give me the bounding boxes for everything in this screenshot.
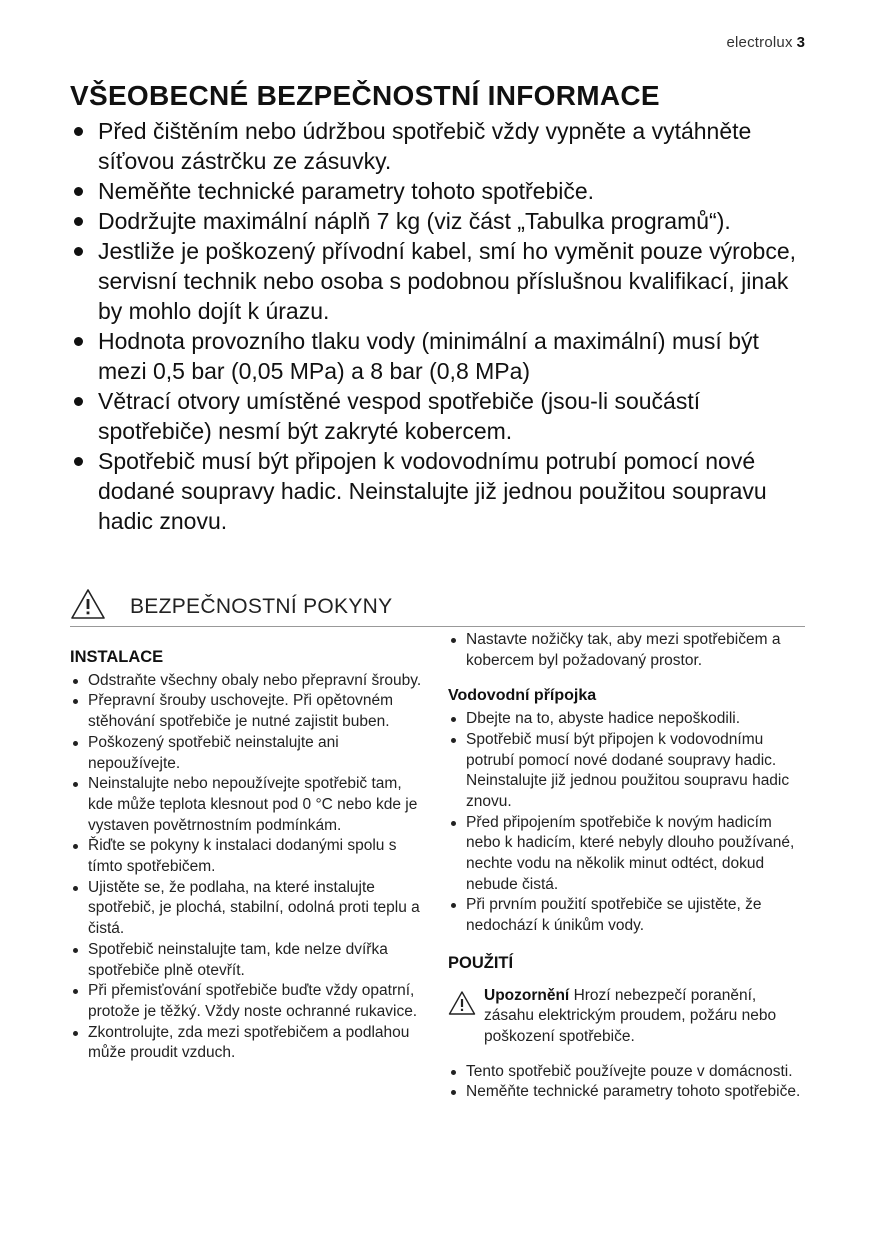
list-item: Při prvním použití spotřebiče se ujistěte, že nedochází k únikům vody. (448, 895, 810, 936)
page-header (726, 34, 805, 51)
list-item: Neinstalujte nebo nepoužívejte spotřebič tam, kde může teplota klesnout pod 0 °C nebo kde je vystaven povětrnostním podmínkám. (70, 774, 430, 836)
installation-list (70, 671, 430, 1064)
list-item: Zkontrolujte, zda mezi spotřebičem a podlahou může proudit vzduch. (70, 1023, 430, 1064)
list-item: Dodržujte maximální náplň 7 kg (viz část „Tabulka programů“). (70, 206, 810, 236)
installation-heading: INSTALACE (70, 648, 164, 666)
list-item: Tento spotřebič používejte pouze v domácnosti. (448, 1062, 810, 1083)
list-item: Neměňte technické parametry tohoto spotřebiče. (448, 1082, 810, 1103)
usage-heading: POUŽITÍ (448, 953, 514, 972)
list-item: Přepravní šrouby uschovejte. Při opětovném stěhování spotřebiče je nutné zajistit buben. (70, 691, 430, 732)
water-connection-list (448, 709, 810, 937)
page-number: 3 (796, 34, 805, 51)
right-column (448, 630, 810, 1103)
warning-label: Upozornění (484, 986, 570, 1004)
list-item: Neměňte technické parametry tohoto spotřebiče. (70, 176, 810, 206)
list-item: Před čištěním nebo údržbou spotřebič vždy vypněte a vytáhněte síťovou zástrčku ze zásuvky. (70, 116, 810, 176)
list-item: Spotřebič neinstalujte tam, kde nelze dvířka spotřebiče plně otevřít. (70, 940, 430, 981)
list-item: Ujistěte se, že podlaha, na které instalujte spotřebič, je plochá, stabilní, odolná proti teplu a čistá. (70, 878, 430, 940)
warning-triangle-icon (448, 990, 476, 1016)
list-item: Spotřebič musí být připojen k vodovodnímu potrubí pomocí nové dodané soupravy hadic. Neinstalujte již jednou použitou soupravu hadic znovu. (448, 730, 810, 813)
safety-section-header (70, 588, 805, 627)
warning-body: Hrozí nebezpečí poranění, zásahu elektrickým proudem, požáru nebo poškození spotřebiče. (484, 986, 777, 1045)
list-item: Poškozený spotřebič neinstalujte ani nepoužívejte. (70, 733, 430, 774)
installation-list-continued (448, 630, 810, 671)
list-item: Větrací otvory umístěné vespod spotřebiče (jsou-li součástí spotřebiče) nesmí být zakryté kobercem. (70, 386, 810, 446)
list-item: Řiďte se pokyny k instalaci dodanými spolu s tímto spotřebičem. (70, 836, 430, 877)
safety-instructions-title: BEZPEČNOSTNÍ POKYNY (130, 595, 393, 618)
list-item: Při přemisťování spotřebiče buďte vždy opatrní, protože je těžký. Vždy noste ochranné rukavice. (70, 981, 430, 1022)
usage-warning-text (484, 986, 810, 1048)
warning-triangle-icon (70, 588, 106, 620)
usage-list (448, 1062, 810, 1103)
usage-warning (448, 986, 810, 1048)
general-safety-list (70, 116, 810, 536)
list-item: Hodnota provozního tlaku vody (minimální a maximální) musí být mezi 0,5 bar (0,05 MPa) a 8 bar (0,8 MPa) (70, 326, 810, 386)
list-item: Dbejte na to, abyste hadice nepoškodili. (448, 709, 810, 730)
list-item: Jestliže je poškozený přívodní kabel, smí ho vyměnit pouze výrobce, servisní technik nebo osoba s podobnou příslušnou kvalifikací, jinak by mohlo dojít k úrazu. (70, 236, 810, 326)
brand-name: electrolux (726, 34, 793, 51)
left-column (70, 630, 430, 1064)
list-item: Odstraňte všechny obaly nebo přepravní šrouby. (70, 671, 430, 692)
list-item: Před připojením spotřebiče k novým hadicím nebo k hadicím, které nebyly dlouho používané, nechte vodu na několik minut odtéct, dokud nebude čistá. (448, 813, 810, 896)
list-item: Nastavte nožičky tak, aby mezi spotřebičem a kobercem byl požadovaný prostor. (448, 630, 810, 671)
water-connection-heading: Vodovodní přípojka (448, 687, 597, 705)
general-safety-title: VŠEOBECNÉ BEZPEČNOSTNÍ INFORMACE (70, 80, 660, 111)
list-item: Spotřebič musí být připojen k vodovodnímu potrubí pomocí nové dodané soupravy hadic. Neinstalujte již jednou použitou soupravu hadic znovu. (70, 446, 810, 536)
